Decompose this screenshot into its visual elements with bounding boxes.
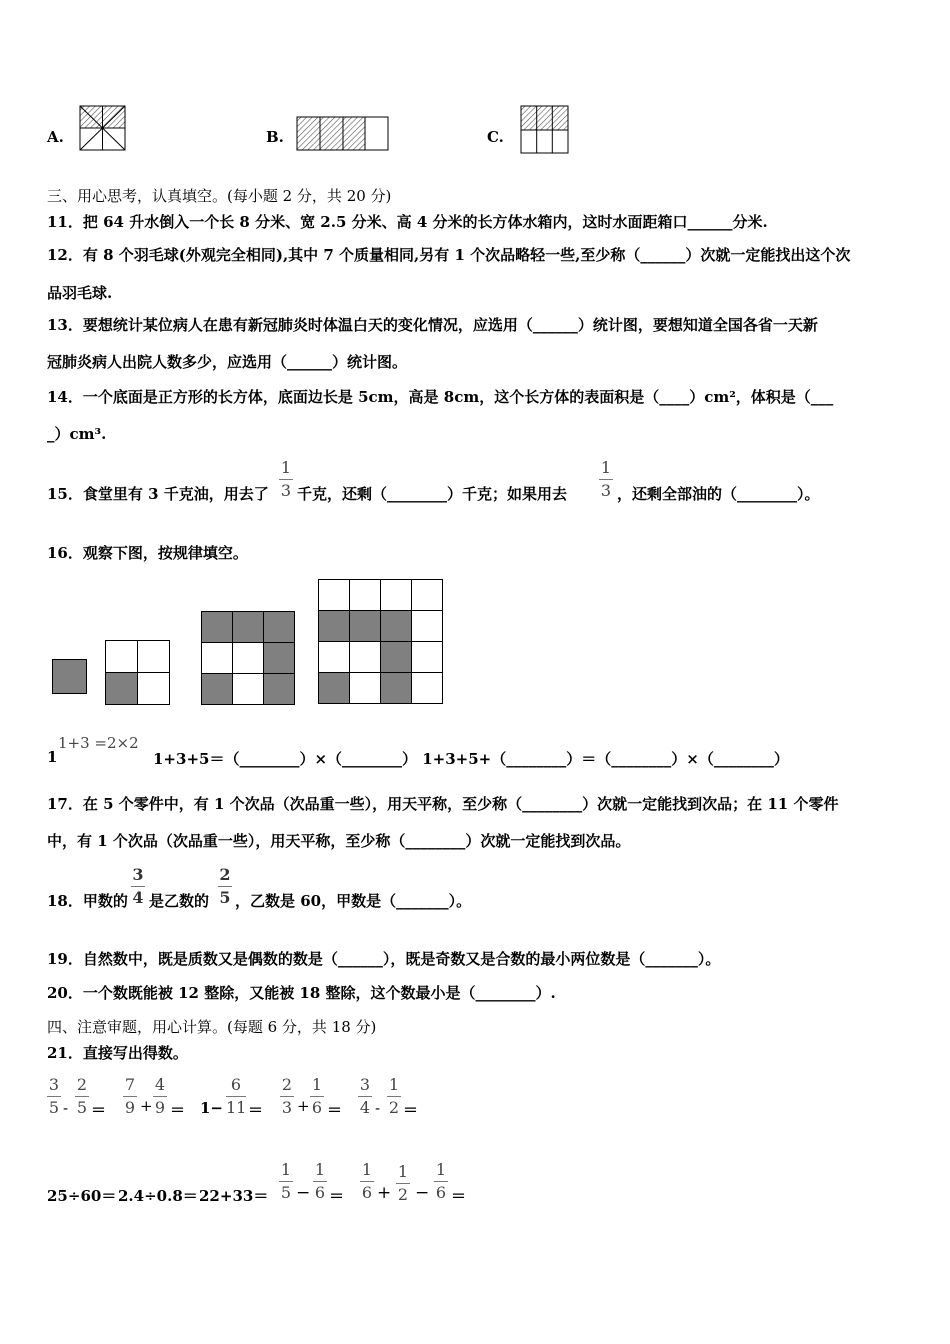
question-15-part1: 15．食堂里有 3 千克油，用去了: [47, 485, 269, 503]
calc2-eq-1: ＝: [329, 1187, 345, 1205]
calc2-frac-1: 1 5: [280, 1160, 292, 1202]
calc1-frac-3: 7 9: [124, 1075, 136, 1117]
calc1-op-4: +: [297, 1097, 310, 1115]
question-21: 21．直接写出得数。: [47, 1044, 188, 1062]
question-18-part1: 18．甲数的: [47, 892, 128, 910]
calc1-frac-5: 6 11: [226, 1075, 247, 1117]
question-12-line2: 品羽毛球.: [47, 284, 113, 302]
calc2-frac-2: 1 6: [314, 1160, 326, 1202]
calc2-op-1: −: [296, 1183, 311, 1203]
calc1-eq-4: ＝: [327, 1101, 343, 1119]
formula-example: 1+3 =2×2: [58, 734, 139, 752]
calc1-op-1: -: [63, 1099, 69, 1117]
question-20: 20．一个数既能被 12 整除，又能被 18 整除，这个数最小是（________）.: [47, 984, 556, 1002]
option-b-figure: [296, 116, 389, 151]
pattern-figure-4: [318, 579, 443, 704]
calc2-expr-3: 22+33＝: [199, 1187, 269, 1205]
pattern-figure-1: [52, 659, 87, 694]
question-18-part3: ，乙数是 60，甲数是（_______）。: [235, 892, 472, 910]
question-14-line1: 14．一个底面是正方形的长方体，底面边长是 5cm，高是 8cm，这个长方体的表面积是（____）cm²，体积是（___: [47, 388, 834, 406]
calc2-eq-2: ＝: [451, 1187, 467, 1205]
calc1-eq-1: ＝: [91, 1101, 107, 1119]
calc1-frac-8: 3 4: [359, 1075, 371, 1117]
calc2-frac-4: 1 2: [397, 1162, 409, 1204]
calc2-op-2: +: [377, 1183, 392, 1203]
question-12-line1: 12．有 8 个羽毛球(外观完全相同),其中 7 个质量相同,另有 1 个次品略轻一些,至少称（______）次就一定能找出这个次: [47, 246, 851, 264]
option-c-figure: [520, 105, 569, 154]
calc1-one-minus: 1−: [200, 1099, 224, 1117]
calc1-eq-5: ＝: [403, 1101, 419, 1119]
section-3-heading: 三、用心思考，认真填空。(每小题 2 分，共 20 分): [47, 187, 392, 205]
calc2-frac-5: 1 6: [435, 1160, 447, 1202]
calc1-eq-3: ＝: [248, 1101, 264, 1119]
calc1-frac-2: 2 5: [76, 1075, 88, 1117]
calc1-frac-1: 3 5: [48, 1075, 60, 1117]
calc2-op-3: −: [415, 1183, 430, 1203]
question-13-line2: 冠肺炎病人出院人数多少，应选用（______）统计图。: [47, 353, 408, 371]
option-a-label: A.: [47, 128, 64, 146]
calc2-frac-3: 1 6: [361, 1160, 373, 1202]
question-16: 16．观察下图，按规律填空。: [47, 544, 248, 562]
question-18-fraction-2: 2 5: [219, 865, 231, 907]
option-c-label: C.: [487, 128, 504, 146]
question-17-line1: 17．在 5 个零件中，有 1 个次品（次品重一些），用天平称，至少称（________）次就一定能找到次品；在 11 个零件: [47, 795, 839, 813]
question-14-line2: _）cm³.: [47, 425, 107, 443]
calc1-op-2: +: [140, 1097, 153, 1115]
pattern-figure-2: [105, 640, 170, 705]
calc1-frac-6: 2 3: [281, 1075, 293, 1117]
question-17-line2: 中，有 1 个次品（次品重一些），用天平称，至少称（________）次就一定能找到次品。: [47, 832, 631, 850]
calc1-eq-2: ＝: [170, 1101, 186, 1119]
option-a-figure: [79, 105, 126, 151]
formula-blanks: 1+3+5＝（________）×（________） 1+3+5+（________）＝（________）×（________）: [153, 750, 789, 768]
calc1-frac-9: 1 2: [388, 1075, 400, 1117]
calc1-frac-7: 1 6: [311, 1075, 323, 1117]
calc1-frac-4: 4 9: [154, 1075, 166, 1117]
pattern-figure-3: [201, 611, 295, 705]
question-19: 19．自然数中，既是质数又是偶数的数是（______），既是奇数又是合数的最小两位数是（_______）。: [47, 950, 721, 968]
question-13-line1: 13．要想统计某位病人在患有新冠肺炎时体温白天的变化情况，应选用（______）统计图，要想知道全国各省一天新: [47, 316, 818, 334]
formula-one: 1: [47, 748, 58, 766]
question-15-fraction-1: 1 3: [280, 458, 292, 500]
question-15-part3: ，还剩全部油的（________）。: [617, 485, 820, 503]
question-15-fraction-2: 1 3: [600, 458, 612, 500]
calc1-op-5: -: [375, 1099, 381, 1117]
question-11: 11．把 64 升水倒入一个长 8 分米、宽 2.5 分米、高 4 分米的长方体水箱内，这时水面距箱口______分米.: [47, 213, 768, 231]
section-4-heading: 四、注意审题，用心计算。(每题 6 分，共 18 分): [47, 1018, 377, 1036]
question-18-fraction-1: 3 4: [132, 865, 144, 907]
question-15-part2: 千克，还剩（________）千克；如果用去: [297, 485, 568, 503]
calc2-expr-1: 25÷60＝: [47, 1187, 117, 1205]
question-18-part2: 是乙数的: [149, 892, 210, 910]
calc2-expr-2: 2.4÷0.8＝: [118, 1187, 198, 1205]
option-b-label: B.: [266, 128, 284, 146]
